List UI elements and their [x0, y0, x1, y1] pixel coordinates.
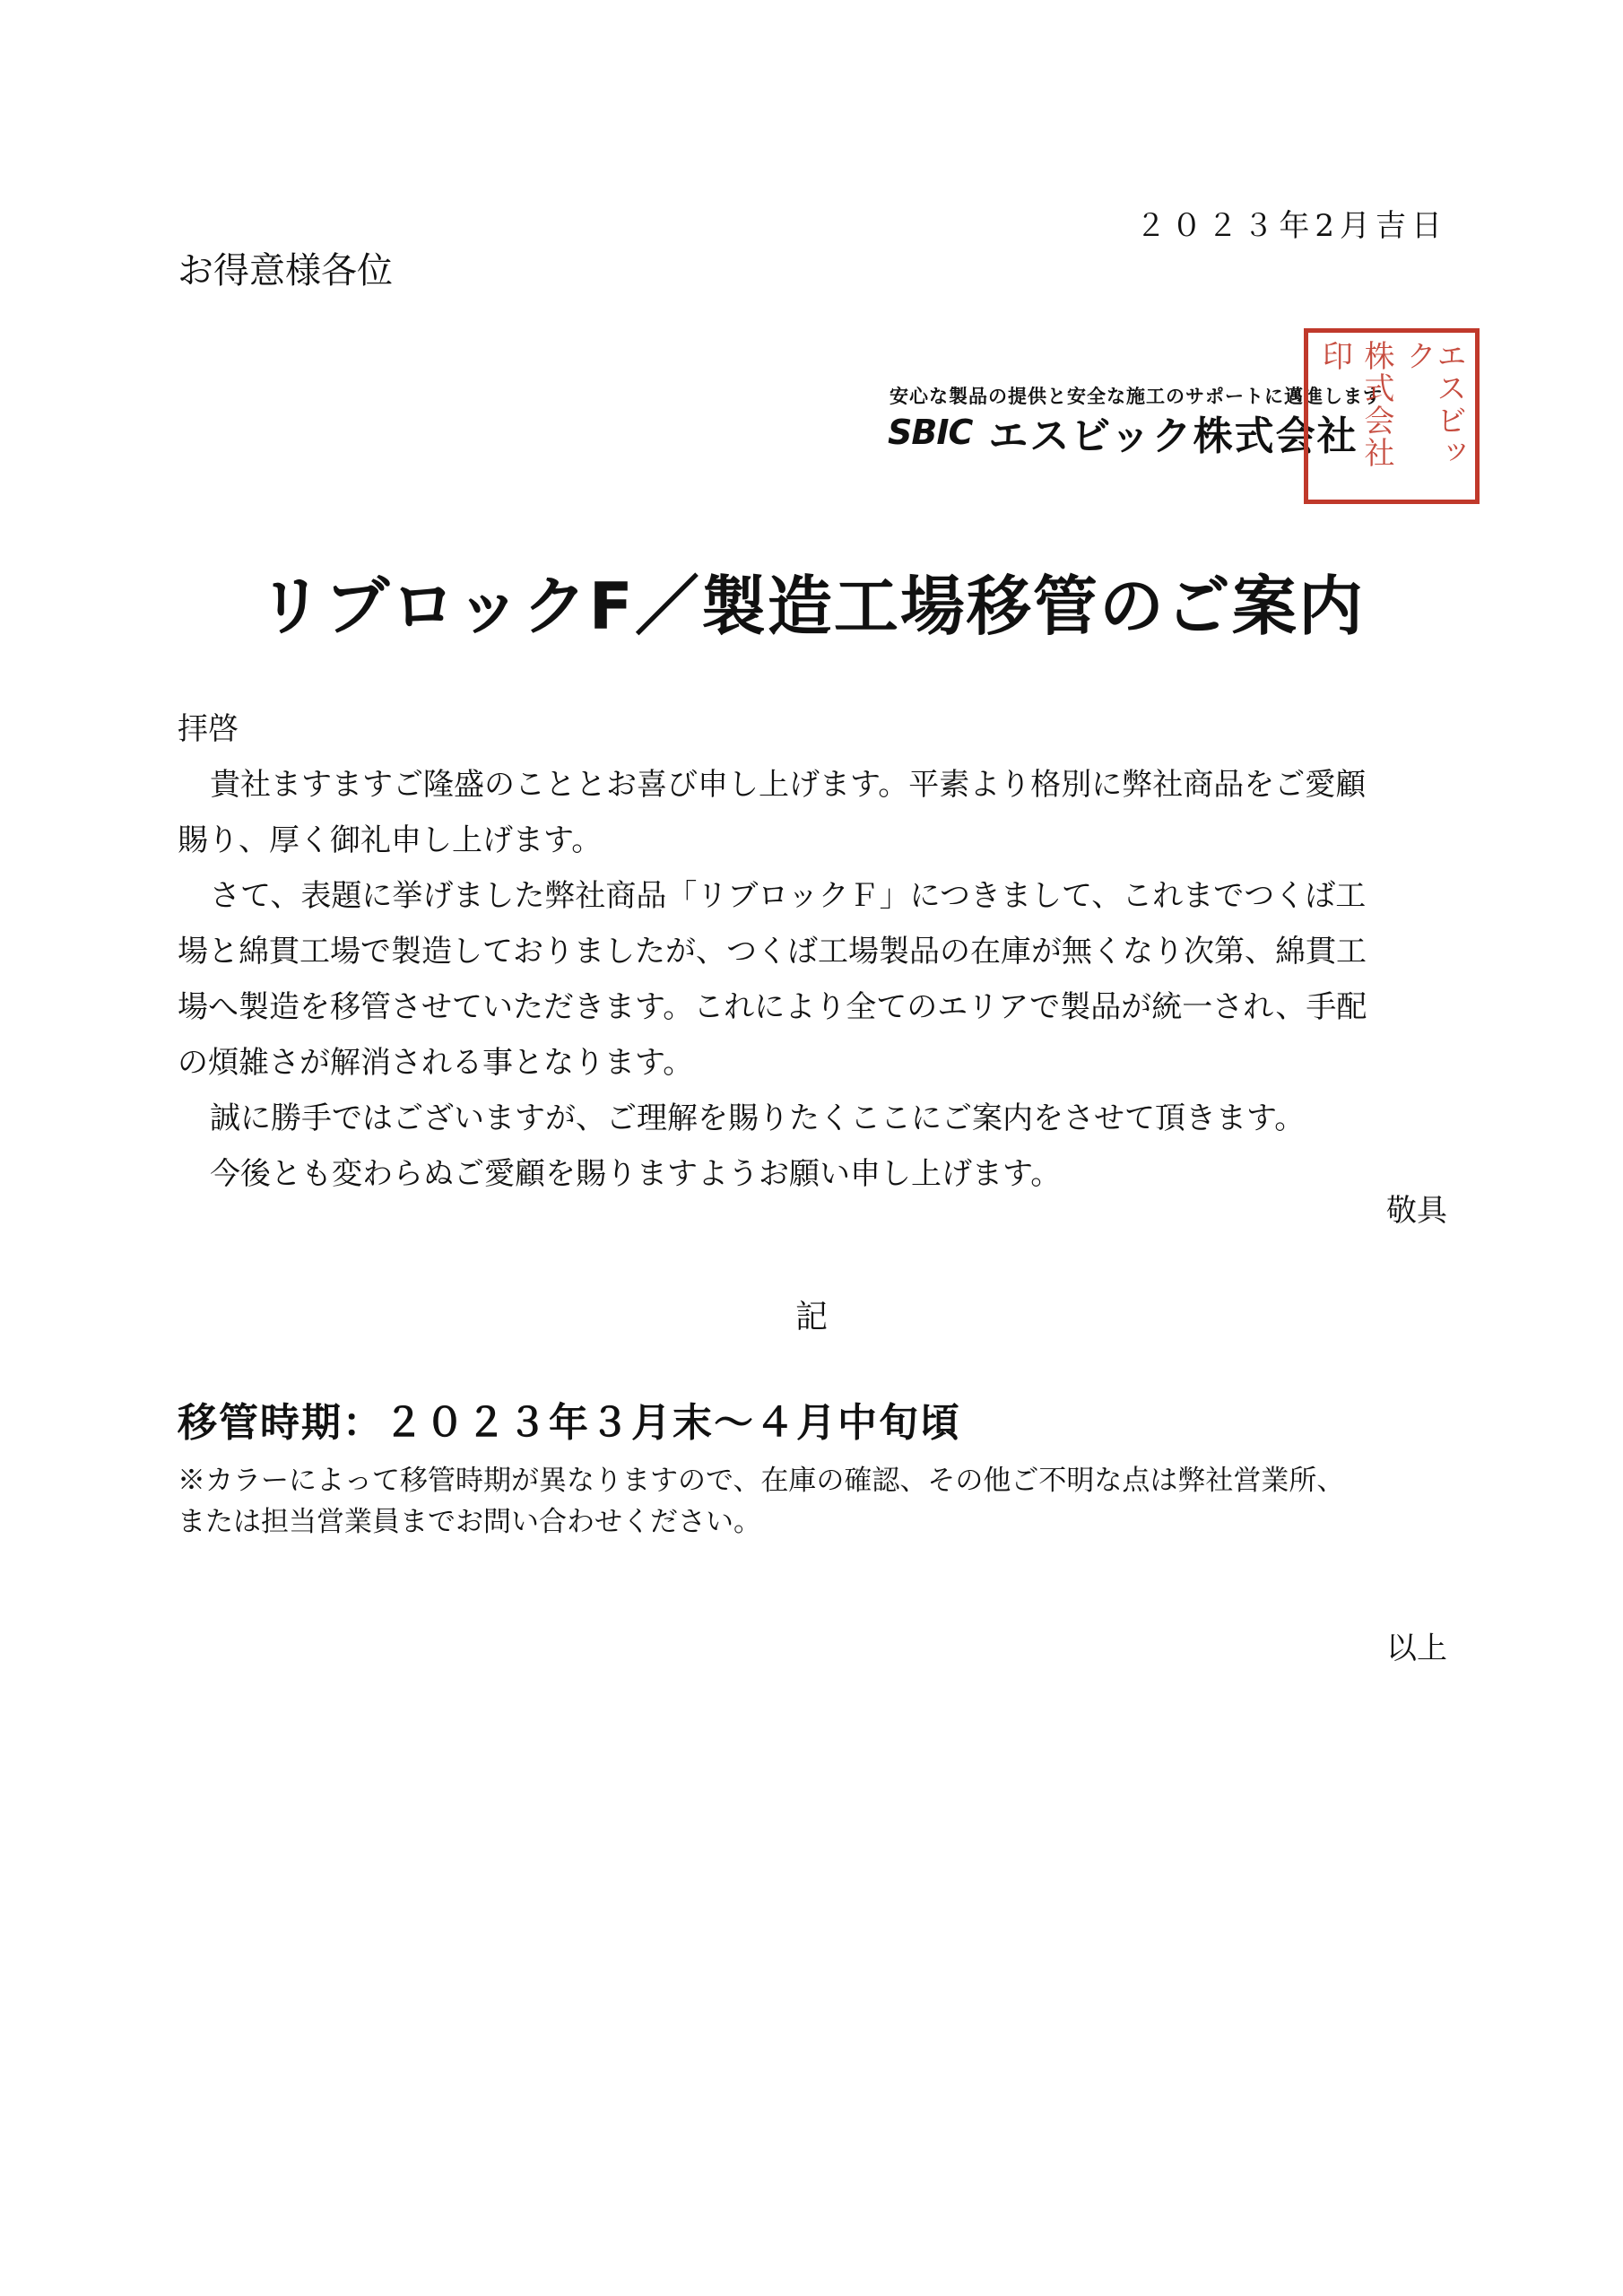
transfer-period: 移管時期：２０２３年３月末～４月中旬頃 — [178, 1400, 961, 1446]
company-tagline: 安心な製品の提供と安全な施工のサポートに邁進します — [890, 386, 1383, 407]
seal-text-1: エスビック — [1400, 340, 1467, 469]
note-line: ※カラーによって移管時期が異なりますので、在庫の確認、その他ご不明な点は弊社営業所、 — [178, 1465, 1345, 1497]
letter-date: ２０２３年2月吉日 — [1135, 208, 1447, 244]
body-line: 貴社ますますご隆盛のこととお喜び申し上げます。平素より格別に弊社商品をご愛顧 — [210, 767, 1367, 803]
body-line: 場へ製造を移管させていただきます。これにより全てのエリアで製品が統一され、手配 — [178, 989, 1367, 1025]
seal-text-3: 印 — [1316, 340, 1353, 372]
document-title: リブロックF／製造工場移管のご案内 — [258, 569, 1365, 644]
body-line: の煩雑さが解消される事となります。 — [178, 1045, 694, 1081]
body-line: さて、表題に挙げました弊社商品「リブロックＦ」につきまして、これまでつくば工 — [210, 878, 1367, 914]
body-line: 誠に勝手ではございますが、ご理解を賜りたくここにご案内をさせて頂きます。 — [210, 1100, 1306, 1136]
ki-heading: 記 — [794, 1299, 828, 1335]
body-line: 賜り、厚く御礼申し上げます。 — [178, 822, 603, 858]
company-block — [888, 404, 1358, 461]
ijou-end-mark: 以上 — [1386, 1631, 1447, 1666]
company-logo: SBIC — [888, 413, 973, 452]
company-seal-stamp — [1304, 328, 1480, 504]
greeting: 拝啓 — [178, 711, 239, 747]
closing-keigu: 敬具 — [1386, 1193, 1447, 1229]
body-line: 今後とも変わらぬご愛顧を賜りますようお願い申し上げます。 — [210, 1156, 1062, 1192]
seal-text-2: 株式会社 — [1358, 340, 1394, 469]
recipient: お得意様各位 — [178, 250, 393, 291]
note-line: または担当営業員までお問い合わせください。 — [178, 1506, 761, 1538]
company-name: エスビック株式会社 — [988, 413, 1358, 459]
letter-body — [178, 701, 1451, 1202]
body-line: 場と綿貫工場で製造しておりましたが、つくば工場製品の在庫が無くなり次第、綿貫工 — [178, 934, 1367, 970]
note — [178, 1460, 1344, 1543]
